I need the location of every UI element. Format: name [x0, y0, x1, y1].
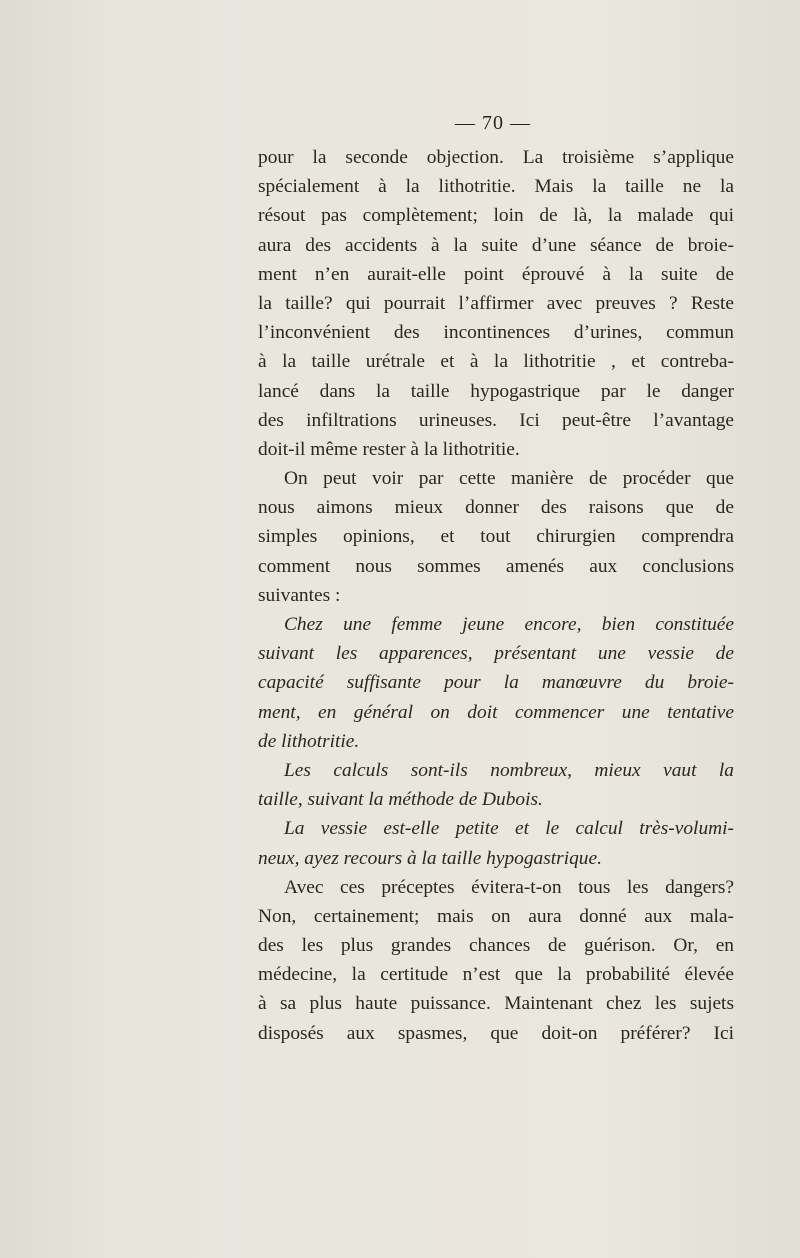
text-line: simples opinions, et tout chirurgien comprendra	[258, 526, 734, 548]
text-line: ment n’en aurait-elle point éprouvé à la suite de	[258, 263, 734, 285]
text-line: médecine, la certitude n’est que la probabilité élevée	[258, 964, 734, 986]
text-line: de lithotritie.	[258, 730, 360, 752]
page-number: — 70 —	[455, 112, 531, 134]
text-line: suivant les apparences, présentant une vessie de	[258, 643, 734, 665]
text-line: des les plus grandes chances de guérison. Or, en	[258, 935, 734, 957]
text-line: des infiltrations urineuses. Ici peut-être l’avantage	[258, 409, 734, 431]
text-line: Non, certainement; mais on aura donné aux mala-	[258, 905, 734, 927]
text-line: à sa plus haute puissance. Maintenant chez les sujets	[258, 993, 734, 1015]
text-line: comment nous sommes amenés aux conclusions	[258, 555, 734, 577]
text-line: résout pas complètement; loin de là, la malade qui	[258, 205, 734, 227]
text-line: nous aimons mieux donner des raisons que de	[258, 497, 734, 519]
text-line: Chez une femme jeune encore, bien constituée	[284, 614, 734, 635]
text-line: l’inconvénient des incontinences d’urines, commun	[258, 322, 734, 344]
text-line: spécialement à la lithotritie. Mais la taille ne la	[258, 176, 734, 198]
text-line: La vessie est-elle petite et le calcul très-volumi-	[284, 818, 734, 840]
text-line: Avec ces préceptes évitera-t-on tous les dangers?	[284, 876, 734, 898]
text-line: Les calculs sont-ils nombreux, mieux vaut la	[284, 759, 734, 781]
text-line: neux, ayez recours à la taille hypogastrique.	[258, 847, 602, 869]
text-line: aura des accidents à la suite d’une séance de broie-	[258, 234, 734, 256]
body-text	[258, 143, 734, 1048]
text-line: à la taille urétrale et à la lithotritie , et contreba-	[258, 351, 734, 373]
text-line: doit-il même rester à la lithotritie.	[258, 438, 520, 460]
text-line: ment, en général on doit commencer une tentative	[258, 701, 734, 723]
text-line: lancé dans la taille hypogastrique par le danger	[258, 380, 734, 402]
text-line: capacité suffisante pour la manœuvre du broie-	[258, 672, 734, 694]
text-line: On peut voir par cette manière de procéder que	[284, 468, 734, 490]
text-line: taille, suivant la méthode de Dubois.	[258, 789, 543, 811]
text-line: suivantes :	[258, 584, 341, 606]
text-line: la taille? qui pourrait l’affirmer avec preuves ? Reste	[258, 292, 734, 314]
text-line: pour la seconde objection. La troisième s’applique	[258, 147, 734, 168]
text-line: disposés aux spasmes, que doit-on préférer? Ici	[258, 1022, 734, 1044]
